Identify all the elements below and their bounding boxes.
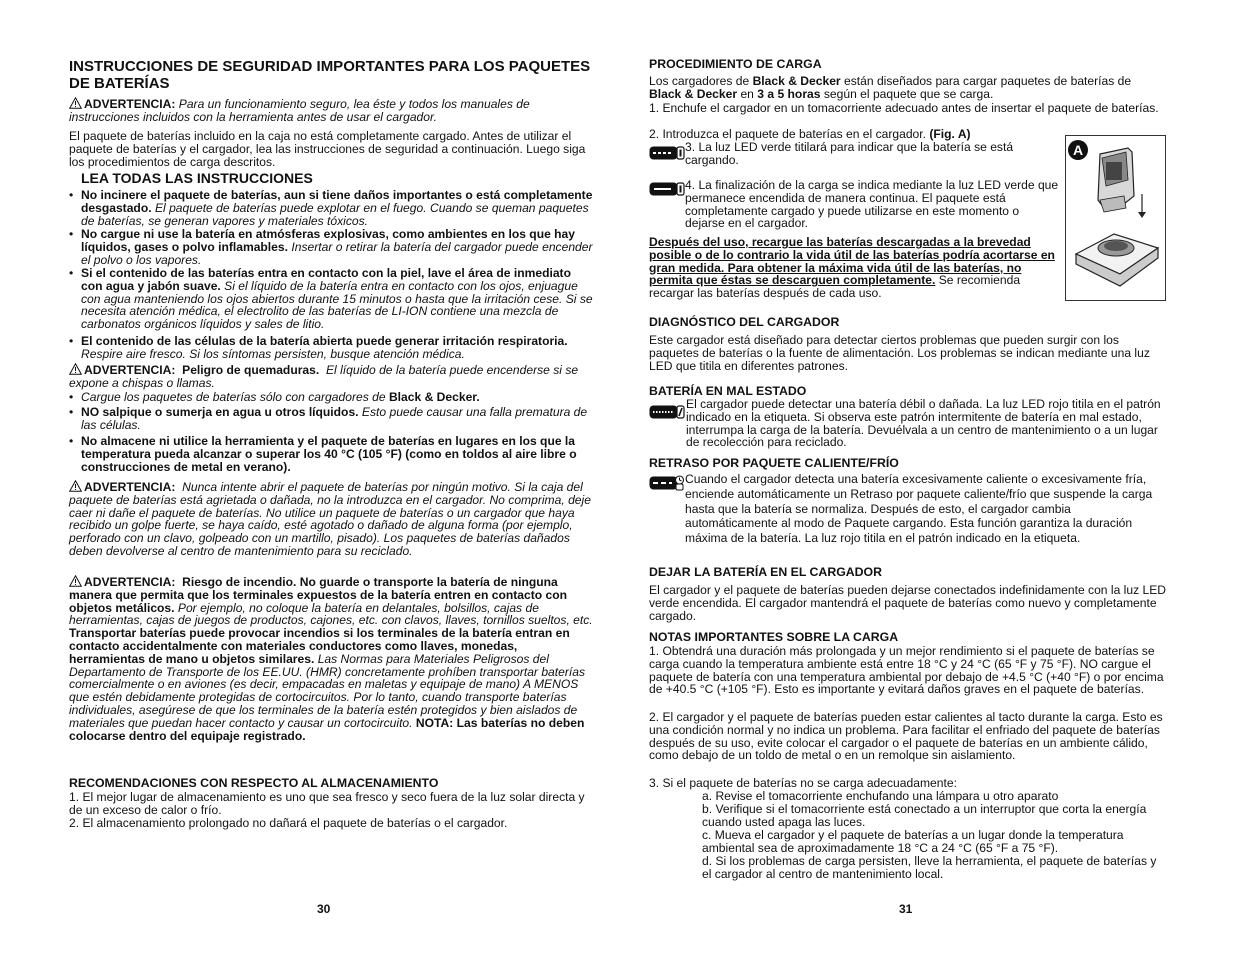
bullet-bold: No cargue ni use la batería en atmósferas explosivas, como ambientes en los que hay líquidos, gases o polvo inflamables. [81, 227, 576, 254]
text: están diseñados para cargar paquetes de baterías de [844, 74, 1132, 88]
hot-cold-heading: RETRASO POR PAQUETE CALIENTE/FRÍO [649, 456, 899, 470]
bullet-italic: Respire aire fresco. Si los síntomas persisten, busque atención médica. [81, 346, 465, 361]
bullet-temperature [69, 435, 594, 473]
bullet-icon: • [69, 434, 74, 448]
warning-text: Por ejemplo, no coloque la batería en delantales, bolsillos, cajas de herramientas, cajas de juegos de productos, cajones, etc. con clavos, llaves, tornillos sueltos, etc. [69, 600, 593, 628]
led-bad-battery-icon [649, 404, 685, 420]
bullet-skin-contact [69, 267, 594, 331]
warning-open-pack [69, 480, 594, 558]
text: 2. Introduzca el paquete de baterías en el cargador. [649, 127, 927, 141]
bullet-bold: Black & Decker. [388, 390, 480, 404]
charge-time: 3 a 5 horas [757, 86, 821, 101]
led-charging-icon [649, 145, 685, 161]
charging-notes-heading: NOTAS IMPORTANTES SOBRE LA CARGA [649, 630, 899, 644]
charger-illustration [1066, 136, 1165, 300]
warning-manuals [69, 97, 594, 124]
diagnostics-heading: DIAGNÓSTICO DEL CARGADOR [649, 315, 840, 329]
bullet-icon: • [69, 188, 74, 202]
section-title: INSTRUCCIONES DE SEGURIDAD IMPORTANTES PARA LOS PAQUETES DE BATERÍAS [69, 58, 591, 92]
warning-bold: Riesgo de incendio. No guarde o transporte la batería de ninguna manera que permita que los terminales expuestos de la batería entren en contacto con objetos metálicos. [69, 575, 568, 615]
charging-note-3b: b. Verifique si el tomacorriente está conectado a un interruptor que corta la energía cuando usted apaga las luces. [702, 802, 1147, 829]
read-all-heading: LEA TODAS LAS INSTRUCCIONES [81, 170, 313, 186]
warning-label: ADVERTENCIA: [84, 575, 176, 589]
warning-text: Las Normas para Materiales Peligrosos del Departamento de Transporte de los EE.UU. (HMR) concretamente prohíben transportar baterías comercialmente o en aviones (es decir, empacadas en maletas y equipaje de mano) A MENOS que estén debidamente protegidas de cortocircuitos. Por lo tanto, cuando transporte baterías individuales, asegúrese de que los terminales de la batería estén protegidos y bien aislados de materiales que puedan hacer contacto y causar un cortocircuito. [69, 651, 586, 730]
bullet-icon: • [69, 334, 74, 348]
text: Los cargadores de [649, 74, 750, 88]
warning-text: Nunca intente abrir el paquete de baterías por ningún motivo. Si la caja del paquete de baterías está agrietada o dañada, no la introduzca en el cargador. No comprima, deje caer ni dañe el paquete de baterías. No utilice un paquete de baterías o un cargador que haya recibido un golpe fuerte, se haya caído, esté agotado o dañado de alguna forma (por ejemplo, perforado con un clavo, golpeado con un martillo, pisado). Los paquetes de baterías dañados deben devolverse al centro de mantenimiento para su reciclado. [69, 480, 591, 558]
led-hot-cold-icon [649, 475, 685, 491]
bullet-bold: Si el contenido de las baterías entra en contacto con la piel, lave el área de inmediato con agua y jabón suave. [81, 266, 571, 293]
charging-note-3: 3. Si el paquete de baterías no se carga adecuadamente: [649, 776, 957, 790]
bad-battery-heading: BATERÍA EN MAL ESTADO [649, 384, 807, 398]
bullet-bold: No incinere el paquete de baterías, aun si tiene daños importantes o está completamente desgastado. [81, 188, 593, 215]
bullet-icon: • [69, 266, 74, 280]
after-use-note [649, 236, 1061, 300]
bullet-italic: Cargue los paquetes de baterías sólo con cargadores de [81, 390, 386, 404]
text: según el paquete que se carga. [823, 86, 994, 101]
bullet-italic: Esto puede causar una falla prematura de las células. [81, 405, 588, 432]
warning-icon [69, 363, 82, 375]
bullet-respiratory [69, 335, 594, 361]
charging-heading: PROCEDIMIENTO DE CARGA [649, 57, 822, 71]
charging-note-3a: a. Revise el tomacorriente enchufando una lámpara u otro aparato [702, 789, 1059, 803]
step-4: 4. La finalización de la carga se indica mediante la luz LED verde que permanece encendida de manera continua. El paquete está completamente cargado y puede utilizarse en este momento o dejarse en el cargador. [685, 178, 1059, 231]
charging-note-2: 2. El cargador y el paquete de baterías pueden estar calientes al tacto durante la carga. Esto es una condición normal y no indica un problema. Para facilitar el enfriado del paquete de baterías después de su uso, evite colocar el cargador o el paquete de baterías en un ambiente cálido, como debajo de un toldo de metal o en un remolque sin aislamiento. [649, 710, 1163, 763]
bullet-icon: • [69, 390, 74, 404]
storage-item-2: 2. El almacenamiento prolongado no dañará el paquete de baterías o el cargador. [69, 816, 508, 830]
warning-bold: Transportar baterías puede provocar incendios si los terminales de la batería entran en contacto accidentalmente con materiales conductores como llaves, monedas, herramientas de mano u objetos similares. [69, 626, 570, 666]
step-3: 3. La luz LED verde titilará para indicar que la batería se está cargando. [685, 140, 1014, 167]
bullet-italic: Si el líquido de la batería entra en contacto con los ojos, enjuague con agua manteniendo los ojos abiertos durante 15 minutos o hasta que la irritación cese. Si se necesita atención médica, el electrolito de las baterías de LI-ION contiene una mezcla de carbonatos orgánicos líquidos y sales de litio. [81, 278, 593, 332]
bullet-icon: • [69, 405, 74, 419]
warning-burns [69, 363, 594, 390]
figure-ref: (Fig. A) [929, 127, 971, 141]
warning-text: El líquido de la batería puede encenderse si se expone a chispas o llamas. [69, 363, 579, 390]
step-2 [649, 128, 1059, 141]
brand: Black & Decker [752, 74, 841, 88]
bullet-icon: • [69, 227, 74, 241]
bullet-explosive [69, 228, 594, 266]
bullet-water [69, 406, 594, 432]
warning-label: ADVERTENCIA: [84, 363, 176, 377]
warning-label: ADVERTENCIA: [84, 97, 176, 111]
warning-icon [69, 97, 82, 109]
leave-battery-heading: DEJAR LA BATERÍA EN EL CARGADOR [649, 565, 882, 579]
figure-label: A [1072, 142, 1084, 158]
leave-battery-text: El cargador y el paquete de baterías pueden dejarse conectados indefinidamente con la luz LED verde encendida. El cargador mantendrá el paquete de baterías como nuevo y completamente cargado. [649, 583, 1167, 623]
page-number: 30 [317, 902, 331, 916]
bullet-bold: No almacene ni utilice la herramienta y el paquete de baterías en lugares en los que la temperatura pueda alcanzar o superar los 40 °C (105 °F) (como en toldos al aire libre o construcciones de metal en verano). [81, 434, 577, 474]
warning-label: ADVERTENCIA: [84, 480, 176, 494]
bullet-incinerate [69, 189, 594, 227]
charging-note-1: 1. Obtendrá una duración más prolongada y un mejor rendimiento si el paquete de baterías se carga cuando la temperatura ambiente está entre 18 °C y 24 °C (65 °F y 75 °F). NO cargue el paquete de batería con una temperatura ambiental por debajo de +4.5 °C (+40 °F) o por encima de +40.5 °C (+105 °F). Esto es importante y evitará daños graves en el paquete de baterías. [649, 644, 1164, 697]
intro-paragraph: El paquete de baterías incluido en la caja no está completamente cargado. Antes de utilizar el paquete de baterías y el cargador, lea las instrucciones de seguridad a continuación. Luego siga los procedimientos de carga descritos. [69, 129, 586, 169]
bullet-bold: El contenido de las células de la batería abierta puede generar irritación respiratoria. [81, 334, 568, 348]
bullet-chargers [69, 391, 594, 404]
bullet-italic: El paquete de baterías puede explotar en el fuego. Cuando se queman paquetes de baterías, se generan vapores y materiales tóxicos. [81, 200, 589, 228]
after-use-text: Se recomienda recargar las baterías después de cada uso. [649, 273, 1021, 301]
storage-item-1: 1. El mejor lugar de almacenamiento es uno que sea fresco y seco fuera de la luz solar directa y de un exceso de calor o frío. [69, 790, 585, 817]
warning-icon [69, 575, 82, 587]
charging-note-3d: d. Si los problemas de carga persisten, lleve la herramienta, el paquete de baterías y el cargador al centro de mantenimiento local. [702, 854, 1157, 881]
diagnostics-text: Este cargador está diseñado para detectar ciertos problemas que pueden surgir con los paquetes de baterías o la fuente de alimentación. Los problemas se indican mediante una luz LED que titila en diferentes patrones. [649, 333, 1150, 373]
charging-note-3c: c. Mueva el cargador y el paquete de baterías a un lugar donde la temperatura ambiental sea de aproximadamente 18 °C a 24 °C (65 °F a 75 °F). [702, 828, 1124, 855]
warning-text: Para un funcionamiento seguro, lea éste y todos los manuales de instrucciones incluidos con la herramienta antes de usar el cargador. [69, 97, 530, 124]
page-number: 31 [899, 902, 913, 916]
charging-intro [649, 75, 1166, 101]
warning-icon [69, 480, 82, 492]
after-use-bold: Después del uso, recargue las baterías descargadas a la brevedad posible o de lo contrario la vida útil de las baterías podría acortarse en gran medida. Para obtener la máxima vida útil de las baterías, no permita que éstas se descarguen completamente. [649, 235, 1055, 288]
brand: Black & Decker [649, 86, 738, 101]
hot-cold-text: Cuando el cargador detecta una batería excesivamente caliente o excesivamente fría, enciende automáticamente un Retraso por paquete caliente/frío que suspende la carga hasta que la batería se normaliza. Después de esto, el cargador cambia automáticamente al modo de Paquete cargando. Esta función garantiza la duración máxima de la batería. La luz rojo titila en el patrón indicado en la etiqueta. [685, 472, 1153, 546]
led-charged-icon [649, 181, 685, 197]
bad-battery-text: El cargador puede detectar una batería débil o dañada. La luz LED rojo titila en el patrón indicado en la etiqueta. Si observa este patrón intermitente de batería en mal estado, interrumpa la carga de la batería. Devuélvala a un centro de mantenimiento o a un lugar de recolección para reciclado. [686, 397, 1161, 450]
step-1: 1. Enchufe el cargador en un tomacorriente adecuado antes de insertar el paquete de baterías. [649, 101, 1159, 115]
figure-a [1065, 135, 1166, 301]
text: en [740, 86, 754, 101]
warning-bold: Peligro de quemaduras. [182, 363, 320, 377]
warning-fire-risk [69, 575, 594, 742]
storage-heading: RECOMENDACIONES CON RESPECTO AL ALMACENAMIENTO [69, 776, 439, 790]
bullet-bold: NO salpique o sumerja en agua u otros líquidos. [81, 405, 359, 419]
warning-note: NOTA: Las baterías no deben colocarse dentro del equipaje registrado. [69, 715, 585, 743]
bullet-italic: Insertar o retirar la batería del cargador puede encender el polvo o los vapores. [81, 239, 593, 267]
